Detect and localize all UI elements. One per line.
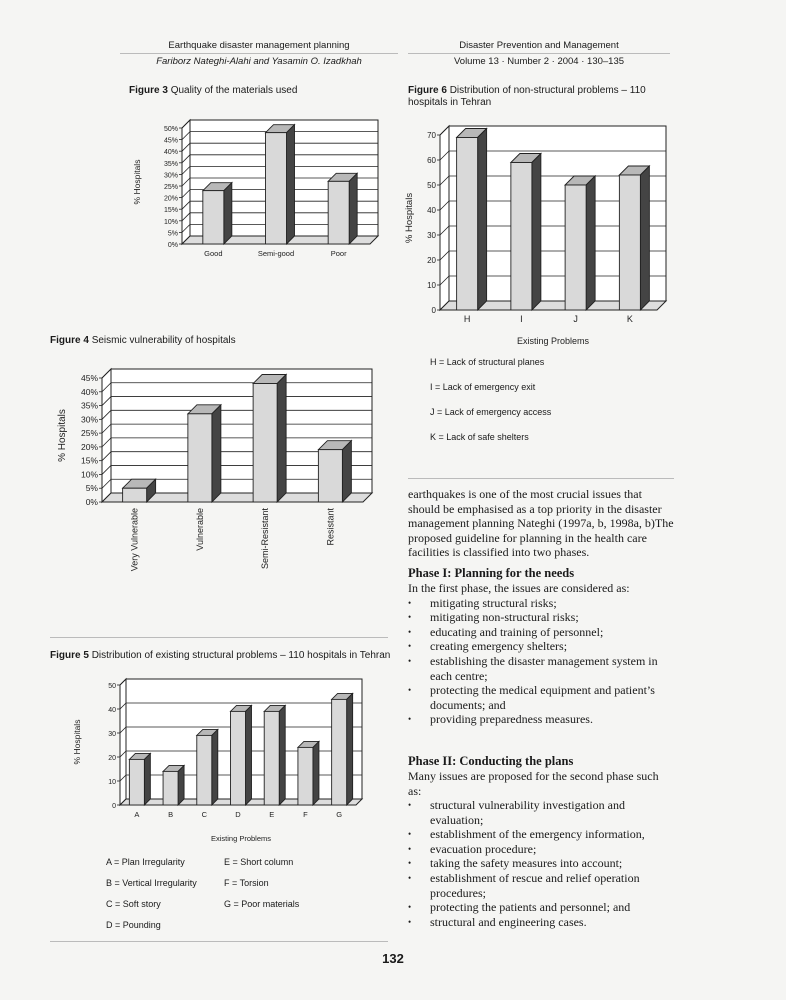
y-tick-label: 20%	[80, 441, 98, 452]
y-tick-label: 40%	[163, 149, 178, 157]
bar	[298, 747, 313, 805]
list-item: • protecting the patients and personnel; and	[408, 900, 674, 915]
figure-5-legend	[106, 857, 396, 937]
figure-3-chart	[126, 110, 386, 270]
bar-side	[178, 765, 184, 805]
y-tick-label: 30	[427, 231, 436, 240]
y-tick-label: 50	[427, 181, 436, 190]
y-tick-label: 5%	[85, 483, 98, 494]
bar	[328, 181, 349, 244]
chart-svg	[48, 357, 380, 592]
y-tick-label: 10%	[163, 218, 178, 226]
bar	[188, 414, 212, 502]
y-tick-label: 25%	[80, 428, 98, 439]
bar-side	[212, 405, 221, 502]
y-tick-label: 0	[112, 803, 116, 810]
figure-5-caption	[50, 650, 395, 662]
bar-side	[342, 441, 351, 502]
list-item: • establishment of the emergency information,	[408, 827, 674, 842]
legend-item: I = Lack of emergency exit	[430, 382, 536, 392]
y-tick-label: 20	[108, 755, 116, 762]
y-tick-label: 60	[427, 156, 436, 165]
x-axis-label: Existing Problems	[516, 336, 590, 346]
bar	[231, 711, 246, 805]
figure-5-title: Distribution of existing structural problems – 110 hospitals in Tehran	[91, 650, 391, 661]
y-tick-label: 40%	[80, 386, 98, 397]
figure-4-title: Seismic vulnerability of hospitals	[91, 335, 236, 346]
y-axis-label: % Hospitals	[57, 409, 68, 462]
chart-svg	[404, 110, 674, 348]
bar	[318, 450, 342, 502]
legend-item: D = Pounding	[106, 920, 161, 930]
header-journal-topic: Earthquake disaster management planning	[120, 38, 398, 54]
chart-svg	[126, 110, 386, 270]
y-tick-label: 0	[431, 306, 436, 315]
x-tick-label: I	[520, 314, 523, 324]
bar	[129, 759, 144, 805]
phase-2-heading: Phase II: Conducting the plans	[408, 753, 574, 768]
legend-item: G = Poor materials	[224, 899, 300, 909]
y-tick-label: 35%	[80, 400, 98, 411]
running-header-right	[408, 38, 670, 69]
plot-side-wall	[102, 369, 111, 502]
legend-item: E = Short column	[224, 857, 294, 867]
y-tick-label: 30	[108, 731, 116, 738]
header-volume: Volume 13 · Number 2 · 2004 · 130–135	[453, 56, 625, 67]
figure-3-title: Quality of the materials used	[170, 85, 298, 96]
y-tick-label: 20%	[163, 195, 178, 203]
figure-6-label: Figure 6	[408, 85, 447, 96]
bar	[619, 175, 640, 310]
x-tick-label: F	[303, 810, 308, 819]
list-item: • creating emergency shelters;	[408, 639, 674, 654]
legend-item: A = Plan Irregularity	[106, 857, 185, 867]
figure-5-chart	[70, 665, 370, 845]
y-tick-label: 10	[108, 779, 116, 786]
x-tick-label: Semi-good	[257, 249, 295, 258]
bar	[203, 191, 224, 244]
x-tick-label: C	[201, 810, 207, 819]
bar	[163, 771, 178, 805]
bar-side	[640, 166, 649, 310]
x-tick-label: J	[573, 314, 578, 324]
x-tick-label: Vulnerable	[194, 508, 205, 551]
x-tick-label: H	[463, 314, 471, 324]
running-header-left	[120, 38, 398, 69]
bar	[253, 384, 277, 502]
list-item: • providing preparedness measures.	[408, 712, 674, 727]
y-tick-label: 50	[108, 683, 116, 690]
divider	[50, 941, 388, 942]
list-item: • evacuation procedure;	[408, 842, 674, 857]
figure-6-caption	[408, 85, 674, 109]
bar-side	[313, 741, 319, 805]
figure-6-title: Distribution of non-structural problems – 110 hospitals in Tehran	[408, 85, 646, 108]
x-axis-label: Existing Problems	[210, 834, 272, 843]
y-tick-label: 40	[427, 206, 436, 215]
phase-2-list	[408, 798, 674, 929]
bar	[565, 185, 586, 310]
x-tick-label: A	[134, 810, 140, 819]
header-journal-title: Disaster Prevention and Management	[408, 38, 670, 54]
phase-2-intro: Many issues are proposed for the second phase such as:	[408, 768, 659, 798]
x-tick-label: Good	[204, 249, 223, 258]
header-authors: Fariborz Nateghi-Alahi and Yasamin O. Izadkhah	[156, 56, 362, 67]
y-tick-label: 30%	[80, 414, 98, 425]
legend-item: C = Soft story	[106, 899, 161, 909]
divider	[50, 637, 388, 638]
y-tick-label: 35%	[163, 160, 178, 168]
y-tick-label: 10%	[80, 469, 98, 480]
bar-side	[347, 693, 353, 805]
x-tick-label: G	[336, 810, 343, 819]
y-tick-label: 45%	[80, 373, 98, 383]
y-tick-label: 5%	[167, 230, 178, 238]
chart-svg	[70, 665, 370, 845]
bar-side	[586, 176, 595, 310]
y-tick-label: 0%	[85, 497, 98, 507]
list-item: • educating and training of personnel;	[408, 625, 674, 640]
y-tick-label: 45%	[163, 137, 178, 145]
y-axis-label: % Hospitals	[404, 192, 415, 244]
figure-4-label: Figure 4	[50, 335, 89, 346]
x-tick-label: Resistant	[325, 508, 336, 546]
list-item: • taking the safety measures into account;	[408, 856, 674, 871]
list-item: • structural and engineering cases.	[408, 915, 674, 930]
divider	[408, 478, 674, 479]
plot-side-wall	[120, 679, 126, 805]
intro-paragraph: earthquakes is one of the most crucial issues that should be emphasised as a top priority in the disaster management planning Nateghi (1997a, b, 1998a, b)The proposed guideline for planning in the health care facilities is classified into two phases.	[408, 487, 674, 560]
list-item: • establishment of rescue and relief operation procedures;	[408, 871, 674, 900]
list-item: • protecting the medical equipment and patient’s documents; and	[408, 683, 674, 712]
x-tick-label: Very Vulnerable	[129, 508, 140, 572]
bar-side	[349, 173, 357, 244]
bar-side	[478, 129, 487, 311]
y-tick-label: 30%	[163, 172, 178, 180]
legend-item: B = Vertical Irregularity	[106, 878, 197, 888]
bar	[332, 699, 347, 805]
list-item: • mitigating non-structural risks;	[408, 610, 674, 625]
bar-side	[246, 705, 252, 805]
bar	[123, 488, 147, 502]
figure-3-label: Figure 3	[129, 85, 168, 96]
page-number: 132	[382, 951, 404, 966]
y-tick-label: 40	[108, 707, 116, 714]
x-tick-label: Semi-Resistant	[260, 508, 271, 570]
bar-side	[287, 125, 295, 244]
figure-6-chart	[404, 110, 674, 348]
x-tick-label: K	[626, 314, 633, 324]
y-tick-label: 70	[427, 131, 436, 140]
bar	[264, 711, 279, 805]
bar	[197, 735, 212, 805]
list-item: • establishing the disaster management system in each centre;	[408, 654, 674, 683]
figure-3-caption	[129, 85, 399, 97]
x-tick-label: B	[168, 810, 174, 819]
bar-side	[224, 183, 232, 244]
legend-item: J = Lack of emergency access	[430, 407, 552, 417]
x-tick-label: Poor	[330, 249, 347, 258]
list-item: • structural vulnerability investigation and evaluation;	[408, 798, 674, 827]
y-tick-label: 0%	[167, 242, 178, 249]
y-tick-label: 10	[427, 281, 436, 290]
y-tick-label: 25%	[163, 184, 178, 191]
bar-side	[144, 753, 150, 805]
bar	[457, 138, 478, 311]
bar-side	[532, 154, 541, 311]
plot-side-wall	[440, 126, 449, 310]
y-tick-label: 15%	[80, 455, 98, 466]
y-tick-label: 20	[427, 256, 436, 265]
x-tick-label: E	[269, 810, 275, 819]
legend-item: H = Lack of structural planes	[430, 357, 545, 367]
y-axis-label: % Hospitals	[132, 159, 142, 205]
bar-side	[279, 705, 285, 805]
phase-1-intro: In the first phase, the issues are considered as:	[408, 580, 630, 595]
legend-item: K = Lack of safe shelters	[430, 432, 529, 442]
bar	[266, 133, 287, 244]
list-item: • mitigating structural risks;	[408, 596, 674, 611]
bar-side	[277, 375, 286, 502]
bar-side	[212, 729, 218, 805]
y-tick-label: 50%	[163, 126, 178, 133]
phase-1-heading: Phase I: Planning for the needs	[408, 565, 575, 580]
phase-1-list	[408, 596, 674, 727]
figure-4-caption	[50, 335, 390, 347]
figure-5-label: Figure 5	[50, 650, 89, 661]
x-tick-label: D	[235, 810, 241, 819]
figure-6-legend	[430, 357, 670, 447]
y-tick-label: 15%	[163, 207, 178, 215]
body-text-column	[408, 487, 674, 929]
legend-item: F = Torsion	[224, 878, 269, 888]
figure-4-chart	[48, 357, 380, 592]
y-axis-label: % Hospitals	[72, 719, 82, 765]
bar	[511, 163, 532, 311]
